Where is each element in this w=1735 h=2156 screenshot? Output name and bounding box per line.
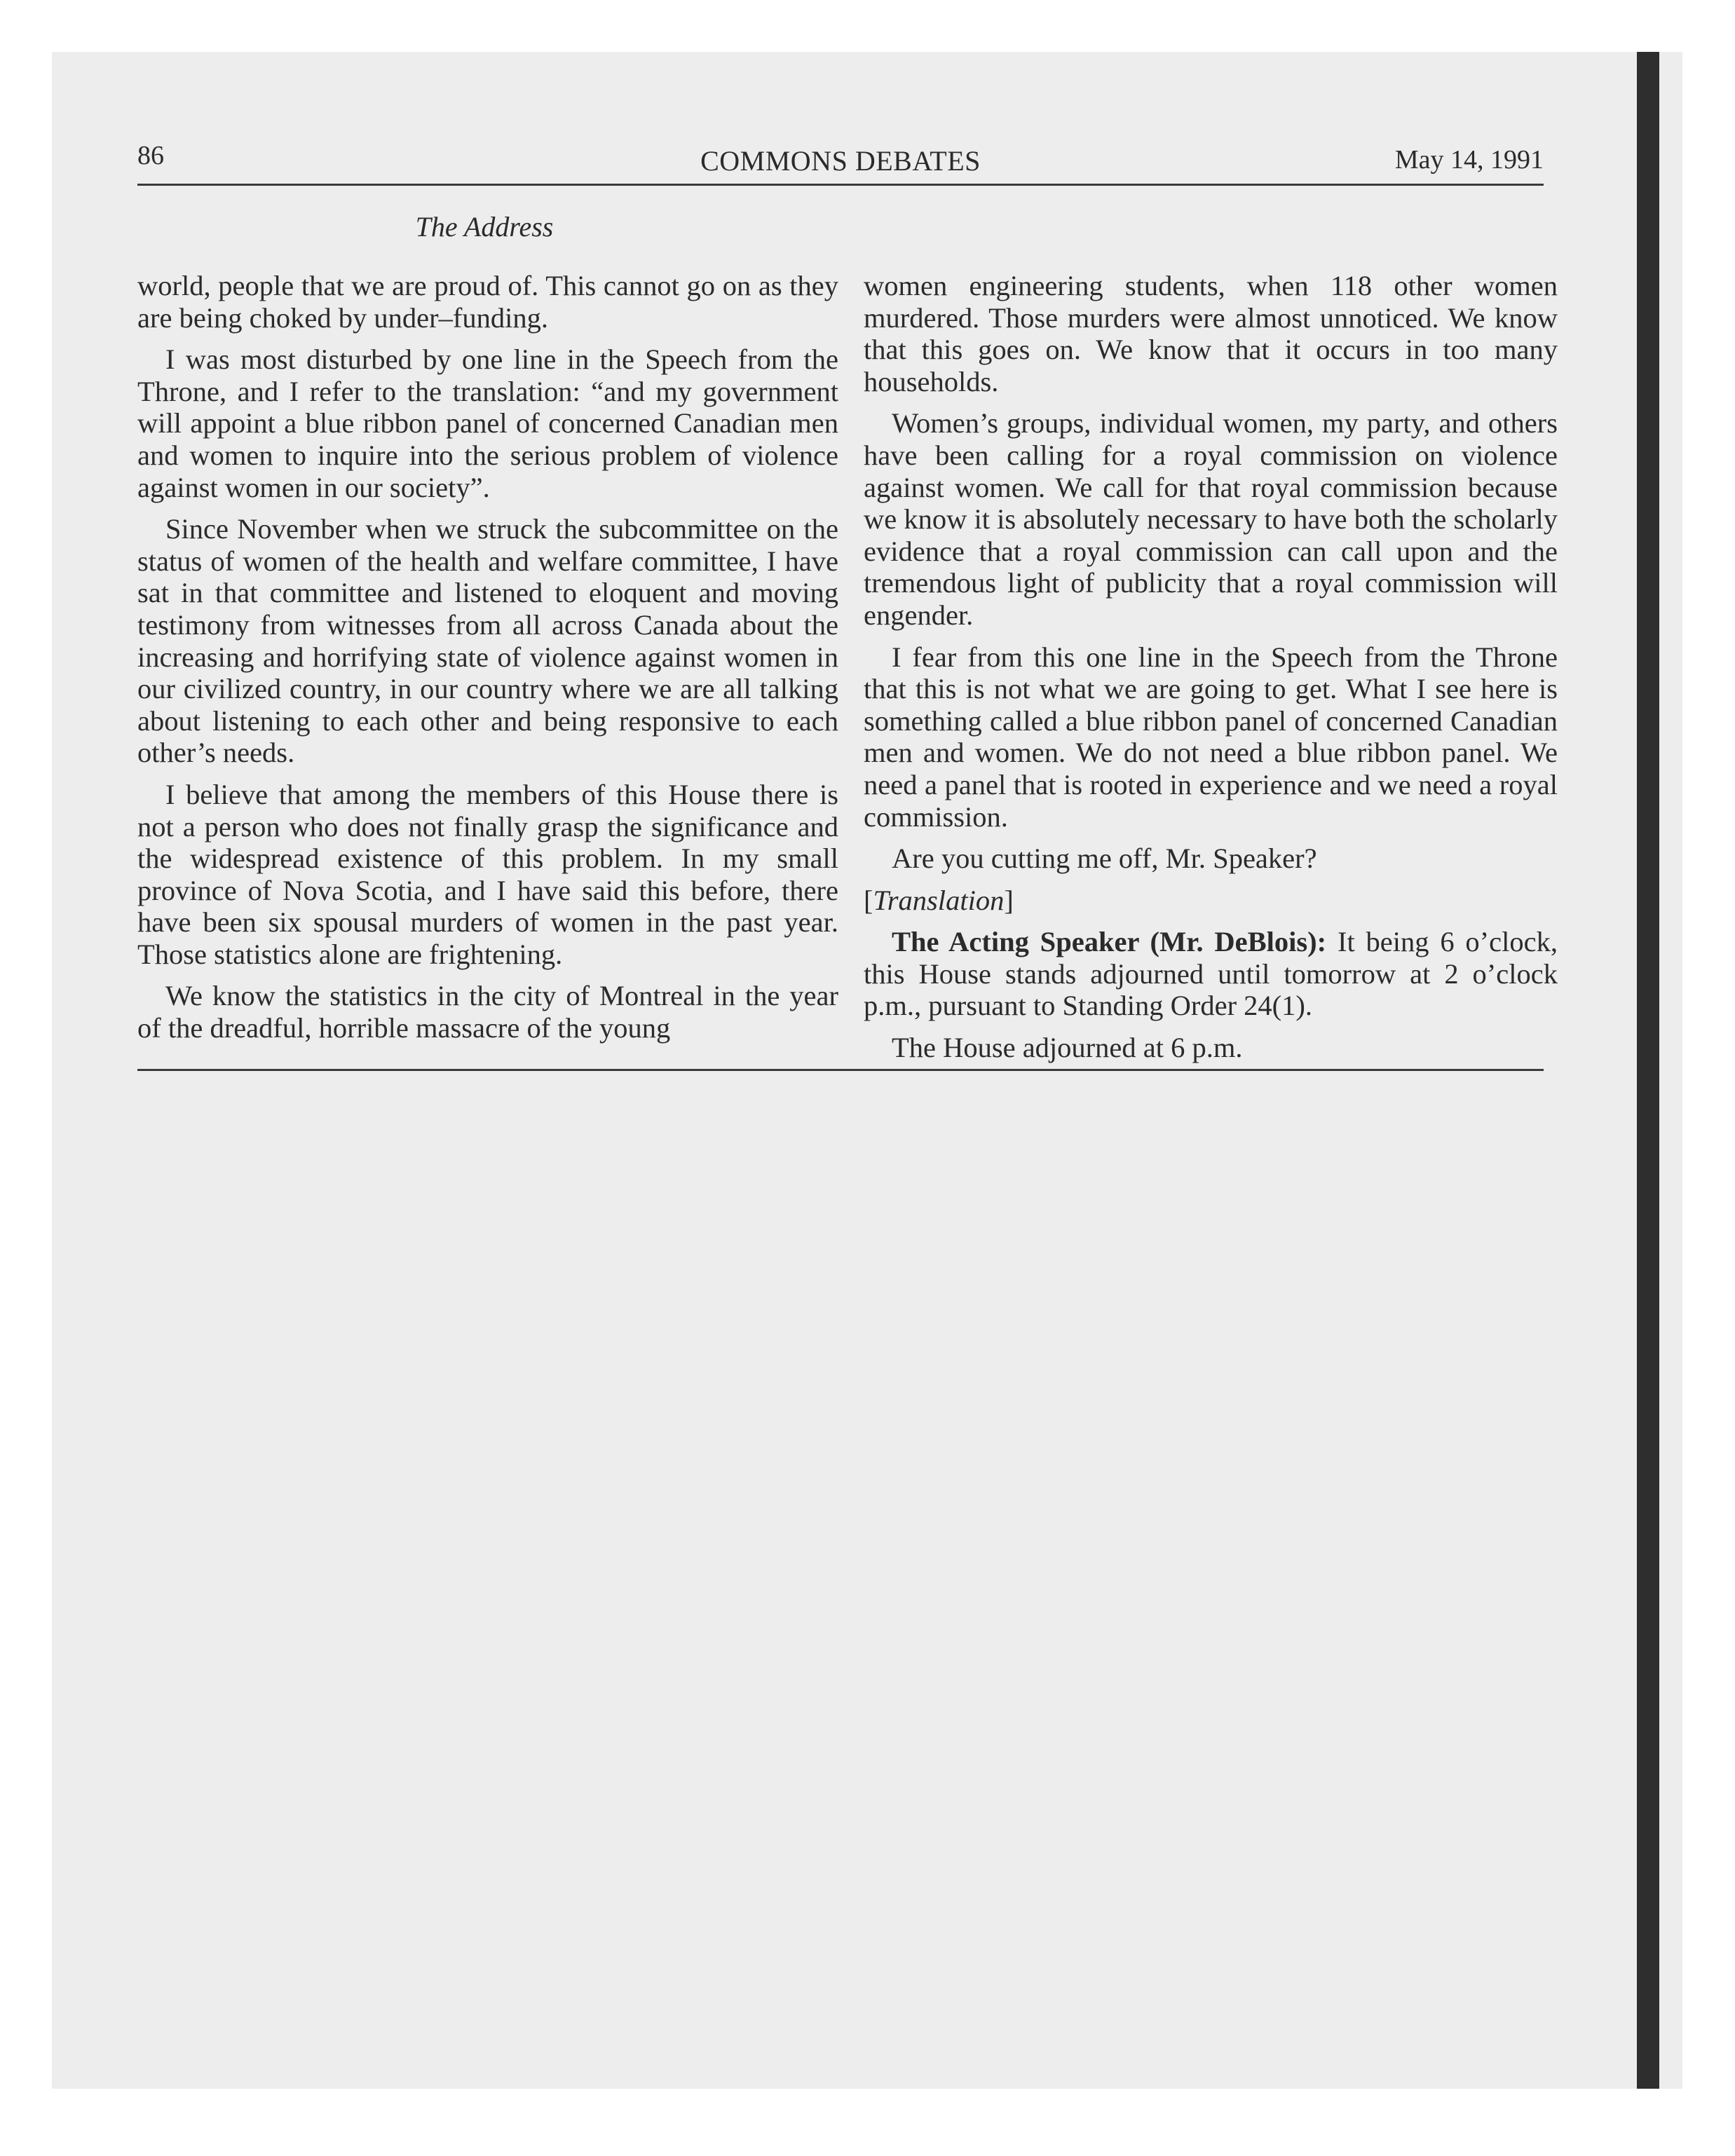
paragraph: I was most disturbed by one line in the Speech from the Throne, and I refer to the translation: “and my government will appoint a blue ribbon panel of concerned Canadian men and women to inquire into the serious problem of violence against women in our society”. [137,343,838,503]
bottom-rule [137,1069,1544,1071]
speaker-paragraph [864,926,1558,1022]
paragraph: I fear from this one line in the Speech from the Throne that this is not what we are going to get. What I see here is something called a blue ribbon panel of concerned Canadian men and women. We do not need a blue ribbon panel. We need a panel that is rooted in experience and we need a royal commission. [864,641,1558,833]
editorial-note: [Translation] [864,884,1014,916]
paragraph: Since November when we struck the subcommittee on the status of women of the health and welfare committee, I have sat in that committee and listened to eloquent and moving testimony from witnesses from all across Canada about the increasing and horrifying state of violence against women in our civilized country, in our country where we are all talking about listening to each other and being responsive to each other’s needs. [137,513,838,769]
right-column [864,270,1558,1074]
paragraph: Women’s groups, individual women, my party, and others have been calling for a royal commission on violence against women. We call for that royal commission because we know it is absolutely necessary to have both the scholarly evidence that a royal commission can call upon and the tremendous light of publicity that a royal commission will engender. [864,407,1558,631]
running-head [137,135,1544,186]
speaker-name: The Acting Speaker (Mr. DeBlois): [892,926,1327,958]
paragraph: I believe that among the members of this House there is not a person who does not finally grasp the significance and the widespread existence of this problem. In my small province of Nova Scotia, and I have said this before, there have been six spousal murders of women in the past year. Those statistics alone are frightening. [137,778,838,970]
section-title: The Address [415,211,554,243]
paragraph: world, people that we are proud of. This cannot go on as they are being choked by under–funding. [137,270,838,334]
speaker-text: It being 6 o’clock, this House stands adjourned until tomorrow at 2 o’clock p.m., pursuant to Standing Order 24(1). [864,926,1558,1022]
left-column [137,270,838,1054]
page-edge-shadow [1637,52,1659,2089]
editorial-note-text: Translation [873,884,1005,916]
adjournment-note: The House adjourned at 6 p.m. [892,1032,1243,1064]
page-number: 86 [137,141,164,170]
journal-title: COMMONS DEBATES [700,145,981,177]
paragraph: We know the statistics in the city of Montreal in the year of the dreadful, horrible massacre of the young [137,980,838,1044]
paragraph: Are you cutting me off, Mr. Speaker? [892,842,1317,875]
issue-date: May 14, 1991 [1394,145,1544,175]
paragraph: women engineering students, when 118 other women murdered. Those murders were almost unnoticed. We know that this goes on. We know that it occurs in too many households. [864,270,1558,397]
